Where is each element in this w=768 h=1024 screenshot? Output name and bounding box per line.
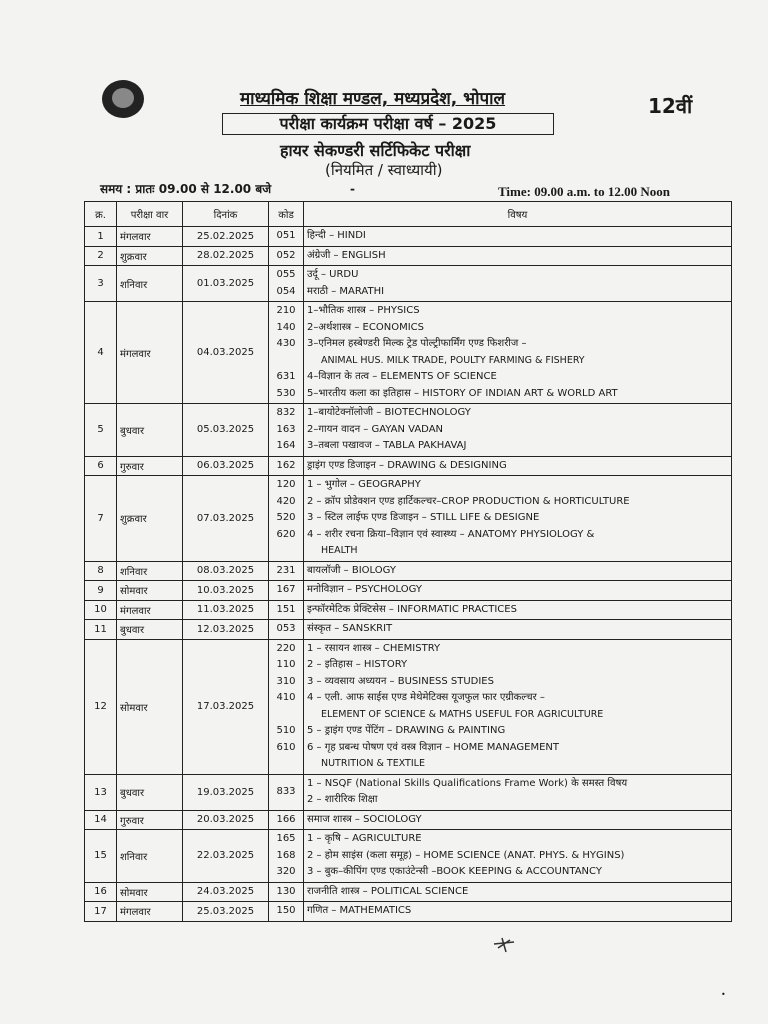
subject-name: 1 – कृषि – AGRICULTURE — [307, 833, 422, 844]
subject-codes — [269, 476, 304, 562]
exam-date: 28.02.2025 — [183, 246, 269, 266]
subject-code: 320 — [276, 866, 296, 877]
subject-code: 163 — [276, 423, 296, 435]
exam-date: 25.02.2025 — [183, 227, 269, 247]
subject-name: 5 – ड्राइंग एण्ड पेंटिंग – DRAWING & PAINTING — [307, 725, 506, 736]
exam-date: 12.03.2025 — [183, 620, 269, 640]
subject-codes — [269, 882, 304, 902]
col-header-sn: क्र. — [85, 202, 117, 227]
exam-day: मंगलवार — [117, 600, 183, 620]
serial-number: 17 — [85, 902, 117, 922]
subject-name: ELEMENT OF SCIENCE & MATHS USEFUL FOR AGRICULTURE — [321, 708, 604, 720]
serial-number: 11 — [85, 620, 117, 640]
subject-name: 2 – शारीरिक शिक्षा — [307, 794, 378, 805]
subject-name: अंग्रेजी – ENGLISH — [307, 249, 386, 261]
signature-mark — [492, 936, 516, 954]
table-header-row — [85, 202, 732, 227]
subject-name: मनोविज्ञान – PSYCHOLOGY — [307, 584, 422, 595]
subject-code: 166 — [276, 813, 296, 825]
subject-name: 1–भौतिक शास्त्र – PHYSICS — [307, 305, 420, 316]
subject-code: 051 — [276, 230, 296, 241]
subject-codes — [269, 620, 304, 640]
subject-code: 140 — [276, 321, 296, 333]
subject-code: 430 — [276, 338, 296, 349]
subject-code: 055 — [276, 269, 296, 280]
exam-date: 20.03.2025 — [183, 810, 269, 830]
exam-type: (नियमित / स्वाध्यायी) — [325, 161, 443, 179]
table-row — [85, 227, 732, 247]
subject-codes — [269, 830, 304, 883]
exam-date: 05.03.2025 — [183, 404, 269, 457]
subject-code: 150 — [276, 905, 296, 916]
subject-name: HEALTH — [321, 545, 358, 556]
programme-title: परीक्षा कार्यक्रम परीक्षा वर्ष – 2025 — [222, 113, 554, 135]
subject-code: 164 — [276, 440, 296, 451]
subject-codes — [269, 456, 304, 476]
class-label: 12वीं — [648, 94, 693, 118]
time-hindi: समय : प्रातः 09.00 से 12.00 बजे — [100, 182, 272, 196]
time-separator: - — [350, 182, 355, 196]
table-row — [85, 246, 732, 266]
subjects — [304, 581, 732, 601]
subjects — [304, 561, 732, 581]
subject-codes — [269, 581, 304, 601]
table-row — [85, 476, 732, 562]
subject-code: 162 — [276, 459, 296, 471]
exam-day: बुधवार — [117, 774, 183, 810]
subject-name: 1 – रसायन शास्त्र – CHEMISTRY — [307, 642, 441, 654]
table-row — [85, 266, 732, 302]
subject-codes — [269, 902, 304, 922]
subjects — [304, 620, 732, 640]
serial-number: 16 — [85, 882, 117, 902]
subject-name: इन्फॉरमेटिक प्रेक्टिसेस – INFORMATIC PRACTICES — [307, 603, 517, 615]
subject-code: 510 — [276, 725, 296, 736]
subject-code: 833 — [276, 785, 296, 797]
exam-day: सोमवार — [117, 639, 183, 774]
subject-name: संस्कृत – SANSKRIT — [307, 623, 393, 634]
exam-date: 07.03.2025 — [183, 476, 269, 562]
page-dot: • — [721, 990, 726, 999]
col-header-date: दिनांक — [183, 202, 269, 227]
subject-codes — [269, 404, 304, 457]
serial-number: 13 — [85, 774, 117, 810]
table-row — [85, 620, 732, 640]
subject-name: 2 – होम साइंस (कला समूह) – HOME SCIENCE (ANAT. PHYS. & HYGINS) — [307, 849, 625, 861]
col-header-subject: विषय — [304, 202, 732, 227]
exam-date: 06.03.2025 — [183, 456, 269, 476]
board-name: माध्यमिक शिक्षा मण्डल, मध्यप्रदेश, भोपाल — [240, 89, 506, 109]
subject-code: 054 — [276, 285, 296, 297]
subject-code: 052 — [276, 249, 296, 261]
subject-codes — [269, 774, 304, 810]
serial-number: 9 — [85, 581, 117, 601]
serial-number: 7 — [85, 476, 117, 562]
table-row — [85, 810, 732, 830]
subject-codes — [269, 246, 304, 266]
subject-name: 4 – शरीर रचना क्रिया–विज्ञान एवं स्वास्थ्य – ANATOMY PHYSIOLOGY & — [307, 528, 595, 540]
table-row — [85, 404, 732, 457]
subjects — [304, 600, 732, 620]
subject-code: 610 — [276, 741, 296, 753]
subject-code: 832 — [276, 407, 296, 418]
exam-date: 22.03.2025 — [183, 830, 269, 883]
table-row — [85, 882, 732, 902]
table-row — [85, 581, 732, 601]
subjects — [304, 830, 732, 883]
subject-codes — [269, 810, 304, 830]
subject-code: 620 — [276, 528, 296, 540]
subject-name: 1–बायोटेक्नॉलोजी – BIOTECHNOLOGY — [307, 407, 471, 418]
table-row — [85, 639, 732, 774]
subject-name: 2–अर्थशास्त्र – ECONOMICS — [307, 321, 424, 333]
serial-number: 15 — [85, 830, 117, 883]
subjects — [304, 266, 732, 302]
serial-number: 4 — [85, 302, 117, 404]
exam-name: हायर सेकण्डरी सर्टिफिकेट परीक्षा — [280, 141, 471, 160]
subject-code: 410 — [276, 692, 296, 703]
subject-name: 5–भारतीय कला का इतिहास – HISTORY OF INDIAN ART & WORLD ART — [307, 387, 618, 399]
serial-number: 3 — [85, 266, 117, 302]
subject-code: 420 — [276, 495, 296, 507]
exam-day: बुधवार — [117, 620, 183, 640]
subjects — [304, 404, 732, 457]
time-english: Time: 09.00 a.m. to 12.00 Noon — [498, 184, 671, 199]
col-header-day: परीक्षा वार — [117, 202, 183, 227]
exam-day: गुरुवार — [117, 456, 183, 476]
subject-name: 3 – बुक–कीपिंग एण्ड एकाउंटेन्सी –BOOK KEEPING & ACCOUNTANCY — [307, 866, 602, 877]
exam-day: गुरुवार — [117, 810, 183, 830]
serial-number: 8 — [85, 561, 117, 581]
subject-name: 3–तबला पखावज – TABLA PAKHAVAJ — [307, 440, 467, 451]
table-row — [85, 600, 732, 620]
subject-name: 2 – क्रॉप प्रोडेक्शन एण्ड हार्टिकल्चर–CROP PRODUCTION & HORTICULTURE — [307, 495, 630, 507]
exam-day: शुक्रवार — [117, 476, 183, 562]
serial-number: 6 — [85, 456, 117, 476]
timetable — [84, 201, 732, 922]
subject-code: 210 — [276, 305, 296, 316]
subject-name: ड्राइंग एण्ड डिजाइन – DRAWING & DESIGNING — [307, 459, 507, 471]
subjects — [304, 246, 732, 266]
subject-code: 231 — [276, 564, 296, 576]
subject-code: 110 — [276, 659, 296, 670]
subject-code: 167 — [276, 584, 296, 595]
table-row — [85, 902, 732, 922]
subject-codes — [269, 639, 304, 774]
serial-number: 1 — [85, 227, 117, 247]
subjects — [304, 774, 732, 810]
exam-date: 17.03.2025 — [183, 639, 269, 774]
subject-name: 6 – गृह प्रबन्ध पोषण एवं वस्त्र विज्ञान – HOME MANAGEMENT — [307, 741, 560, 753]
subjects — [304, 639, 732, 774]
subject-code: 053 — [276, 623, 296, 634]
subject-codes — [269, 302, 304, 404]
exam-day: शुक्रवार — [117, 246, 183, 266]
exam-date: 10.03.2025 — [183, 581, 269, 601]
board-logo — [102, 80, 144, 118]
table-row — [85, 830, 732, 883]
subject-code: 520 — [276, 512, 296, 523]
exam-day: सोमवार — [117, 882, 183, 902]
serial-number: 10 — [85, 600, 117, 620]
subjects — [304, 302, 732, 404]
subjects — [304, 456, 732, 476]
subject-name: मराठी – MARATHI — [307, 285, 385, 297]
table-row — [85, 456, 732, 476]
subject-code: 168 — [276, 849, 296, 861]
subject-code: 151 — [276, 603, 296, 615]
serial-number: 5 — [85, 404, 117, 457]
subjects — [304, 227, 732, 247]
subject-codes — [269, 227, 304, 247]
subject-name: उर्दू – URDU — [307, 269, 359, 280]
subject-code: 310 — [276, 675, 296, 687]
serial-number: 2 — [85, 246, 117, 266]
subject-name: 3–एनिमल हस्बेण्डरी मिल्क ट्रेड पोल्ट्रीफार्मिंग एण्ड फिशरीज – — [307, 338, 527, 349]
exam-day: मंगलवार — [117, 227, 183, 247]
subject-name: गणित – MATHEMATICS — [307, 905, 412, 916]
subject-code: 220 — [276, 642, 296, 654]
exam-day: मंगलवार — [117, 302, 183, 404]
table-row — [85, 561, 732, 581]
subject-name: 1 – NSQF (National Skills Qualifications Frame Work) के समस्त विषय — [307, 777, 628, 789]
subject-codes — [269, 600, 304, 620]
subject-name: 3 – स्टिल लाईफ एण्ड डिजाइन – STILL LIFE & DESIGNE — [307, 512, 540, 523]
subject-code: 130 — [276, 885, 296, 897]
subject-name: NUTRITION & TEXTILE — [321, 758, 425, 769]
serial-number: 14 — [85, 810, 117, 830]
subject-name: 4–विज्ञान के तत्व – ELEMENTS OF SCIENCE — [307, 371, 497, 382]
subjects — [304, 476, 732, 562]
subjects — [304, 902, 732, 922]
exam-date: 25.03.2025 — [183, 902, 269, 922]
subject-name: हिन्दी – HINDI — [307, 230, 366, 241]
exam-date: 01.03.2025 — [183, 266, 269, 302]
exam-day: बुधवार — [117, 404, 183, 457]
subject-name: 1 – भुगोल – GEOGRAPHY — [307, 479, 421, 490]
exam-date: 08.03.2025 — [183, 561, 269, 581]
table-row — [85, 302, 732, 404]
exam-date: 19.03.2025 — [183, 774, 269, 810]
table-row — [85, 774, 732, 810]
subjects — [304, 882, 732, 902]
subject-name: 2–गायन वादन – GAYAN VADAN — [307, 423, 444, 435]
exam-day: सोमवार — [117, 581, 183, 601]
subject-code: 165 — [276, 833, 296, 844]
subject-codes — [269, 266, 304, 302]
subject-code: 120 — [276, 479, 296, 490]
subject-name: 4 – एली. आफ साईस एण्ड मेथेमेटिक्स यूजफुल फार एग्रीकल्चर – — [307, 692, 545, 703]
serial-number: 12 — [85, 639, 117, 774]
exam-day: शनिवार — [117, 830, 183, 883]
exam-date: 24.03.2025 — [183, 882, 269, 902]
col-header-code: कोड — [269, 202, 304, 227]
subject-code: 631 — [276, 371, 296, 382]
subject-name: समाज शास्त्र – SOCIOLOGY — [307, 813, 422, 825]
exam-date: 11.03.2025 — [183, 600, 269, 620]
exam-day: शनिवार — [117, 561, 183, 581]
subjects — [304, 810, 732, 830]
subject-code: 530 — [276, 387, 296, 399]
exam-day: शनिवार — [117, 266, 183, 302]
exam-day: मंगलवार — [117, 902, 183, 922]
exam-date: 04.03.2025 — [183, 302, 269, 404]
subject-name: राजनीति शास्त्र – POLITICAL SCIENCE — [307, 885, 469, 897]
subject-name: 2 – इतिहास – HISTORY — [307, 659, 408, 670]
subject-name: 3 – व्यवसाय अध्ययन – BUSINESS STUDIES — [307, 675, 494, 687]
subject-name: ANIMAL HUS. MILK TRADE, POULTY FARMING & FISHERY — [321, 354, 585, 366]
subject-name: बायलॉजी – BIOLOGY — [307, 564, 396, 576]
subject-codes — [269, 561, 304, 581]
